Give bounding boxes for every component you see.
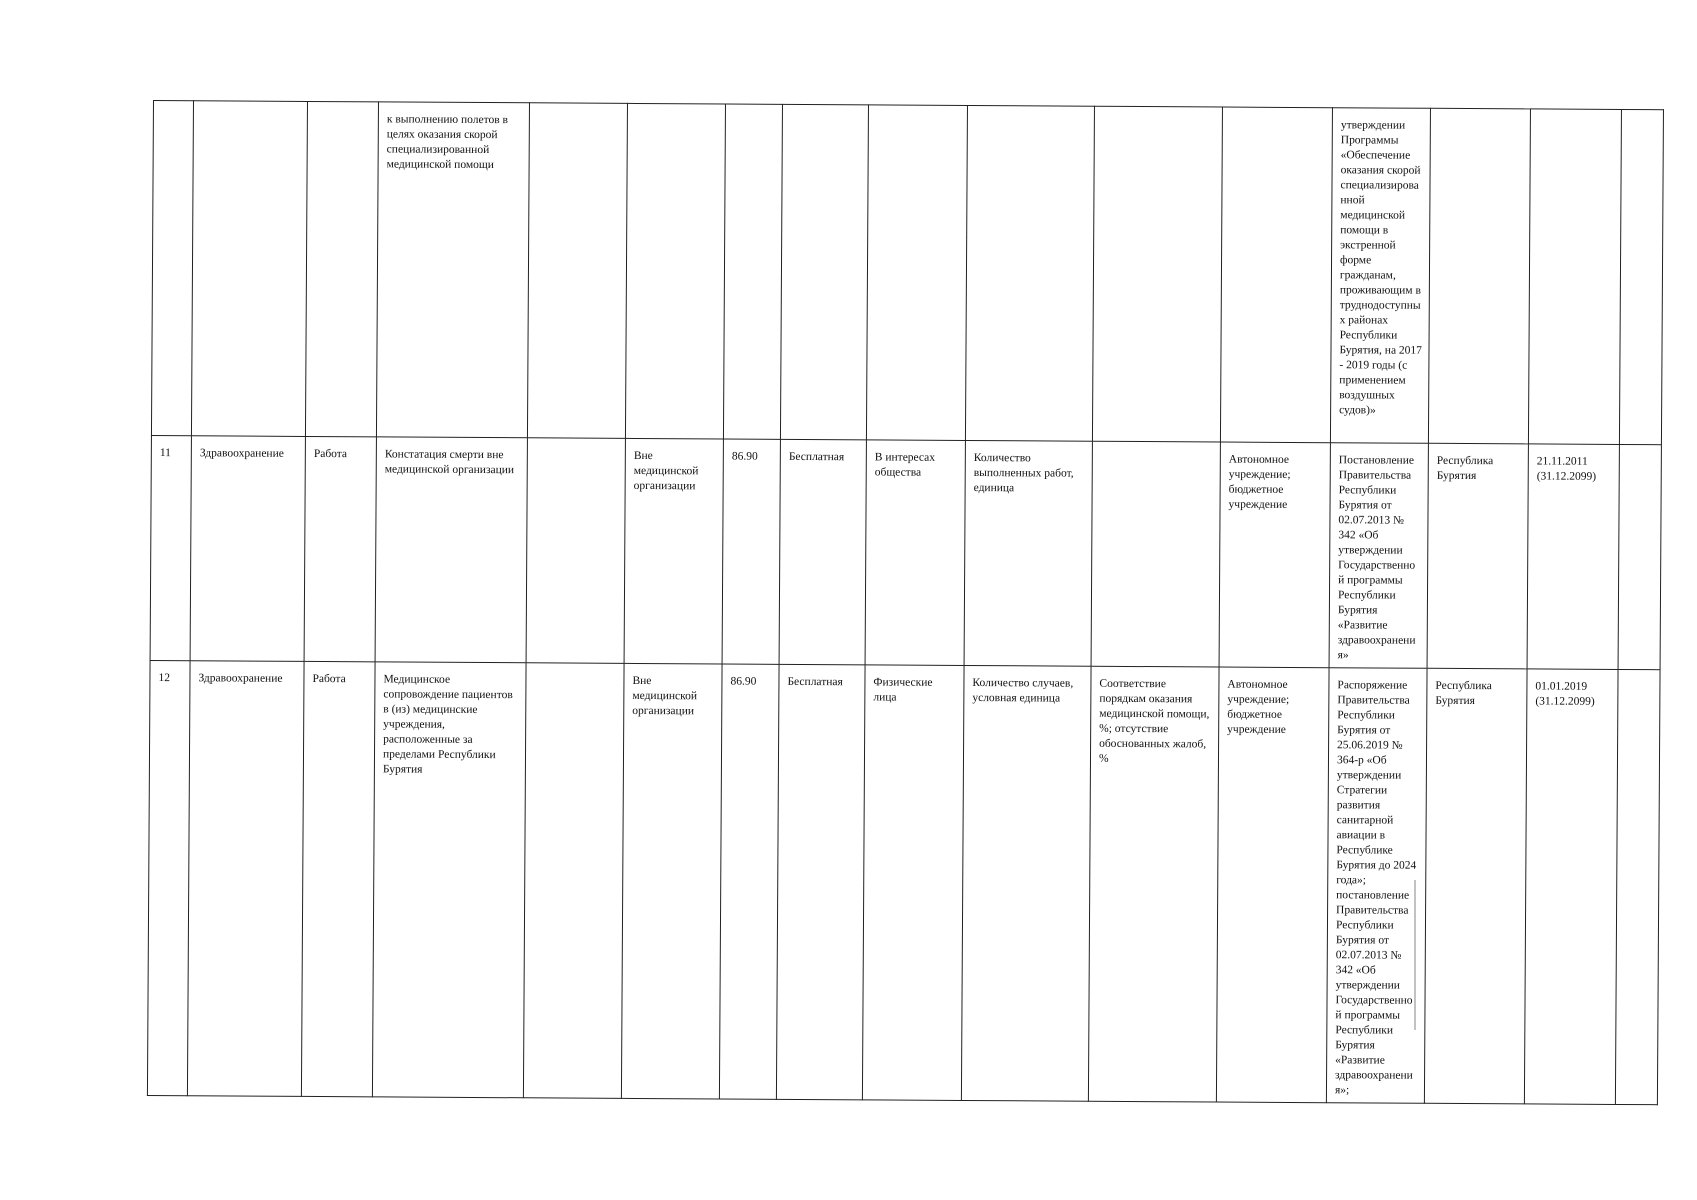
cell-indicator-quality: Соответствие порядкам оказания медицинской помощи, %; отсутствие обоснованных жалоб, % xyxy=(1088,666,1219,1102)
cell-category: Физические лица xyxy=(862,665,964,1101)
cell-okved: 86.90 xyxy=(722,439,780,664)
cell-dates xyxy=(1528,109,1621,445)
cell-okved: 86.90 xyxy=(719,664,779,1099)
table-row xyxy=(147,660,1660,1104)
cell-conditions: Вне медицинской организации xyxy=(621,663,722,1099)
cell-indicator-volume: Количество случаев, условная единица xyxy=(961,665,1091,1101)
cell-name: Констатация смерти вне медицинской организации xyxy=(375,437,527,663)
cell-payment: Бесплатная xyxy=(776,664,865,1100)
cell-indicator-volume: Количество выполненных работ, единица xyxy=(964,440,1092,666)
cell-col16 xyxy=(1615,669,1660,1104)
table-row xyxy=(151,101,1663,445)
cell-dates: 21.11.2011 (31.12.2099) xyxy=(1527,444,1619,670)
cell-authority: Республика Бурятия xyxy=(1427,443,1528,669)
cell-name: к выполнению полетов в целях оказания скорой специализированной медицинской помощи xyxy=(376,102,529,438)
cell-sphere: Здравоохранение xyxy=(190,436,305,662)
table-row xyxy=(150,435,1661,669)
cell-col16 xyxy=(1619,109,1663,444)
cell-payment xyxy=(780,104,868,440)
cell-institution-type xyxy=(1220,107,1332,443)
cell-institution-type: Автономное учреждение; бюджетное учреждение xyxy=(1219,442,1330,668)
cell-col5 xyxy=(523,663,624,1099)
scan-artifact xyxy=(1414,880,1416,1030)
cell-legal-basis: утверждении Программы «Обеспечение оказания скорой специализирова нной медицинской помощи в экстренной форме гражданам, проживающим в труднодоступны х районах Республики Бурятия, на 2017 - 2019 годы (с применением воздушных судов)» xyxy=(1330,108,1430,444)
cell-category: В интересах общества xyxy=(865,440,965,666)
cell-authority: Республика Бурятия xyxy=(1424,668,1527,1104)
cell-type: Работа xyxy=(301,661,375,1096)
cell-col5 xyxy=(526,438,625,664)
cell-legal-basis: Распоряжение Правительства Республики Бурятия от 25.06.2019 № 364-р «Об утверждении Стратегии развития санитарной авиации в Республике Бурятия до 2024 года»; постановление Правительства Республики Бурятия от 02.07.2013 № 342 «Об утверждении Государственно й программы Республики Бурятия «Развитие здравоохранени я»; xyxy=(1326,668,1427,1104)
cell-authority xyxy=(1428,108,1530,444)
document-sheet xyxy=(147,100,1664,1105)
cell-institution-type: Автономное учреждение; бюджетное учреждение xyxy=(1216,667,1329,1103)
cell-name: Медицинское сопровождение пациентов в (из) медицинские учреждения, расположенные за пределами Республики Бурятия xyxy=(372,662,526,1098)
cell-sphere xyxy=(191,101,307,437)
cell-sphere: Здравоохранение xyxy=(187,661,304,1097)
cell-category xyxy=(866,105,967,441)
cell-okved xyxy=(723,104,782,439)
cell-indicator-quality xyxy=(1092,106,1222,442)
cell-dates: 01.01.2019 (31.12.2099) xyxy=(1524,669,1618,1105)
cell-num xyxy=(151,101,193,436)
cell-type xyxy=(305,101,378,436)
cell-legal-basis: Постановление Правительства Республики Бурятия от 02.07.2013 № 342 «Об утверждении Государственно й программы Республики Бурятия «Развитие здравоохранени я» xyxy=(1329,443,1428,669)
cell-indicator-volume xyxy=(965,105,1094,441)
cell-col16 xyxy=(1618,444,1661,669)
cell-num: 11 xyxy=(150,435,191,660)
cell-col5 xyxy=(527,103,627,439)
cell-num: 12 xyxy=(147,660,190,1095)
cell-indicator-quality xyxy=(1091,441,1220,667)
cell-conditions: Вне медицинской организации xyxy=(624,438,723,664)
cell-payment: Бесплатная xyxy=(779,439,866,665)
services-table xyxy=(147,100,1664,1105)
cell-type: Работа xyxy=(304,436,376,661)
cell-conditions xyxy=(625,103,725,439)
